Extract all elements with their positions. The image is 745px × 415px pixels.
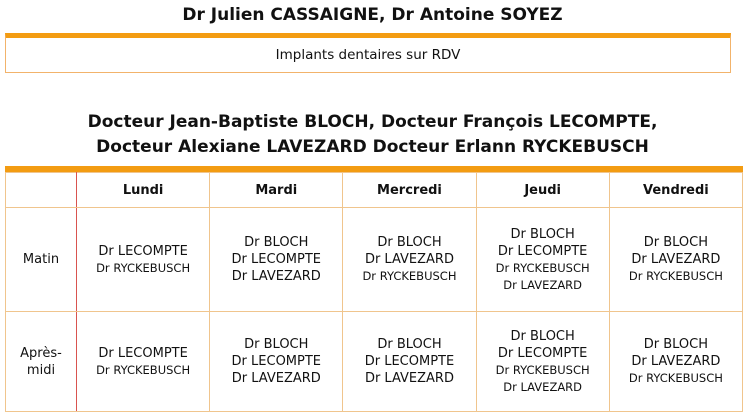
day-header: Jeudi (476, 173, 609, 208)
period-label (6, 312, 77, 412)
doctors-heading: Dr Julien CASSAIGNE, Dr Antoine SOYEZ (182, 5, 563, 25)
doctor-name: Dr LAVEZARD (231, 269, 321, 284)
section-heading-line-1: Docteur Jean-Baptiste BLOCH, Docteur François LECOMPTE, (87, 112, 658, 132)
doctor-name: Dr LECOMPTE (497, 243, 588, 259)
section-heading-line-2: Docteur Alexiane LAVEZARD Docteur Erlann RYCKEBUSCH (96, 137, 649, 157)
doctor-name: Dr BLOCH (510, 328, 575, 344)
doctor-name: Dr LAVEZARD (631, 252, 721, 267)
doctor-name: Dr BLOCH (643, 337, 709, 352)
period-label-line: Après- (20, 345, 62, 361)
header-corner-cell (6, 173, 77, 208)
schedule-cell (343, 312, 476, 412)
day-header: Vendredi (609, 173, 742, 208)
doctor-name: Dr LECOMPTE (364, 354, 455, 369)
doctor-name: Dr LECOMPTE (98, 345, 188, 361)
day-header: Lundi (77, 173, 210, 208)
period-label-line: midi (26, 362, 56, 378)
schedule-table-container (5, 166, 743, 412)
schedule-cell (77, 208, 210, 312)
doctor-name: Dr RYCKEBUSCH (628, 269, 723, 283)
schedule-row (6, 208, 743, 312)
section-heading (0, 110, 745, 160)
doctor-name: Dr BLOCH (643, 235, 709, 250)
day-header: Mardi (210, 173, 343, 208)
doctor-name: Dr LAVEZARD (231, 371, 321, 386)
doctor-name: Dr BLOCH (244, 337, 309, 352)
doctor-name: Dr RYCKEBUSCH (495, 260, 590, 275)
doctor-name: Dr BLOCH (377, 235, 442, 250)
doctor-name: Dr LAVEZARD (364, 371, 454, 386)
schedule-table (5, 172, 743, 412)
doctor-name: Dr LECOMPTE (231, 252, 322, 267)
doctor-name: Dr BLOCH (377, 337, 442, 352)
schedule-cell (343, 208, 476, 312)
doctor-name: Dr LAVEZARD (503, 379, 583, 394)
doctor-name: Dr BLOCH (510, 226, 575, 242)
schedule-cell (609, 208, 742, 312)
doctor-name: Dr RYCKEBUSCH (96, 260, 191, 275)
doctor-name: Dr LAVEZARD (503, 277, 583, 292)
doctor-name: Dr BLOCH (244, 235, 309, 250)
doctor-name: Dr RYCKEBUSCH (362, 269, 457, 283)
implants-notice: Implants dentaires sur RDV (5, 33, 731, 73)
schedule-row (6, 312, 743, 412)
doctor-name: Dr LECOMPTE (497, 345, 588, 361)
doctor-name: Dr LECOMPTE (231, 354, 322, 369)
period-label: Matin (6, 208, 77, 312)
schedule-cell (476, 312, 609, 412)
doctor-name: Dr LECOMPTE (98, 243, 188, 259)
doctor-name: Dr RYCKEBUSCH (628, 371, 723, 385)
schedule-header-row (6, 173, 743, 208)
doctor-name: Dr RYCKEBUSCH (495, 362, 590, 377)
schedule-cell (609, 312, 742, 412)
schedule-cell (77, 312, 210, 412)
doctor-name: Dr RYCKEBUSCH (96, 362, 191, 377)
schedule-cell (210, 312, 343, 412)
schedule-cell (476, 208, 609, 312)
doctor-name: Dr LAVEZARD (631, 354, 721, 369)
schedule-cell (210, 208, 343, 312)
doctor-name: Dr LAVEZARD (364, 252, 454, 267)
day-header: Mercredi (343, 173, 476, 208)
